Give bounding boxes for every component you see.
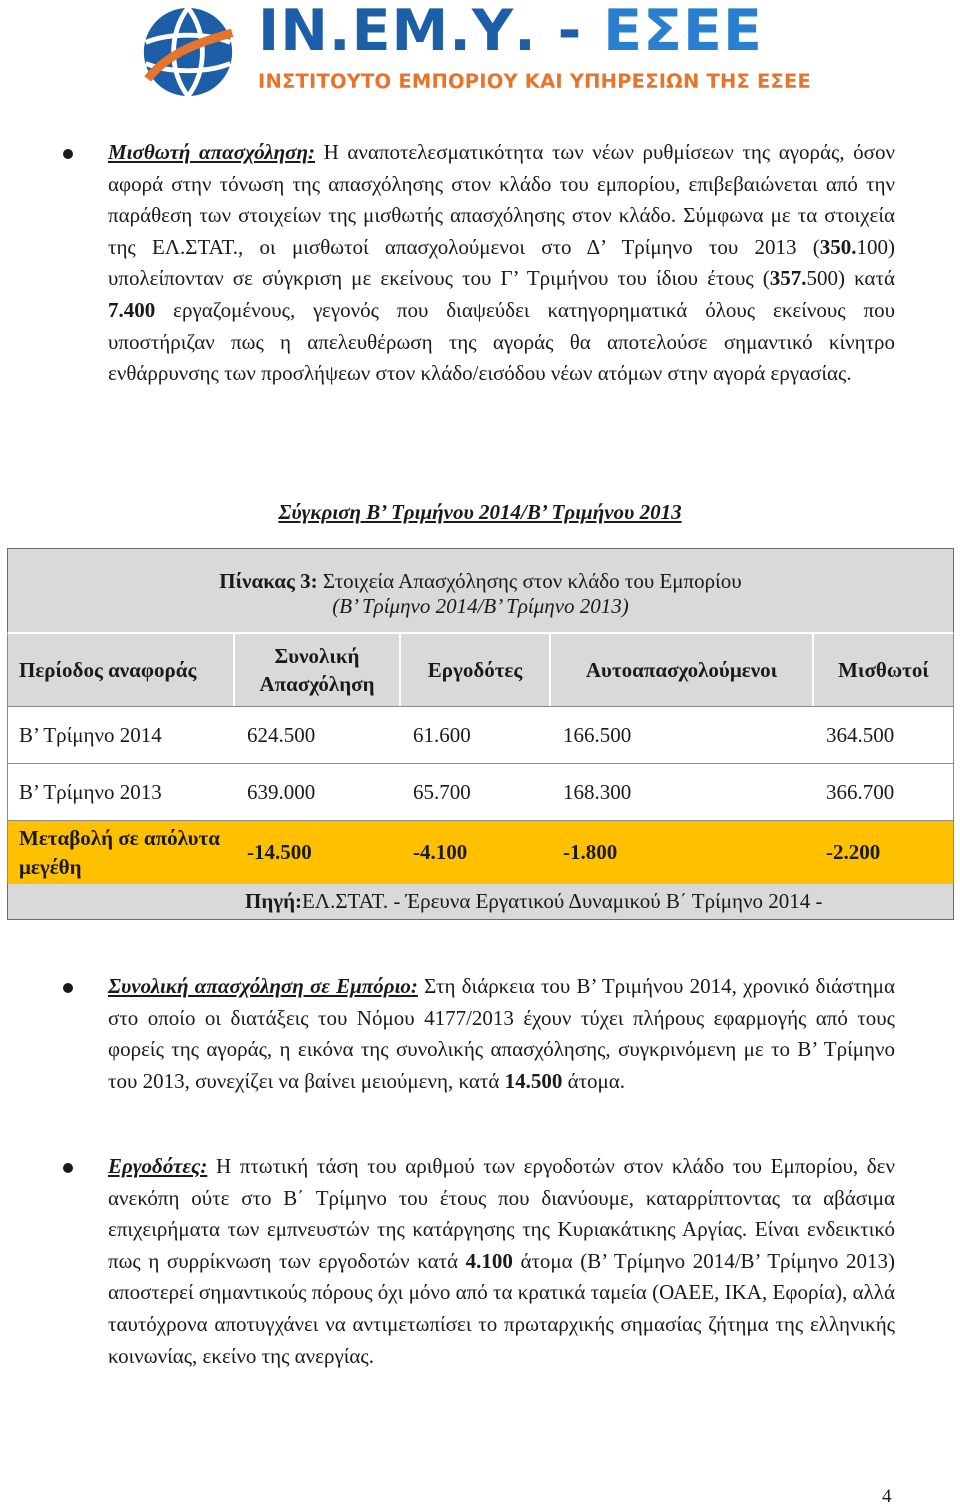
header-period: Περίοδος αναφοράς	[7, 634, 235, 706]
header-total-employment: Συνολική Απασχόληση	[235, 634, 401, 706]
table-cell-employers: 65.700	[401, 764, 551, 820]
table-cell-total: 639.000	[235, 764, 401, 820]
table-cell-employers: 61.600	[401, 707, 551, 763]
logo-subtitle: ΙΝΣΤΙΤΟΥΤΟ ΕΜΠΟΡΙΟΥ ΚΑΙ ΥΠΗΡΕΣΙΩΝ ΤΗΣ ΕΣΕΕ	[258, 70, 812, 93]
table-cell-period: Β’ Τρίμηνο 2013	[7, 764, 235, 820]
organization-logo	[140, 0, 812, 102]
table-rule	[7, 706, 954, 707]
header-employees: Μισθωτοί	[814, 634, 954, 706]
table-cell-employers-change: -4.100	[401, 821, 551, 884]
table-cell-employees: 366.700	[814, 764, 954, 820]
header-self-employed: Αυτοαπασχολούμενοι	[551, 634, 814, 706]
bullet-icon	[63, 1163, 73, 1173]
header-employers: Εργοδότες	[401, 634, 551, 706]
logo-title: ΙΝ.ΕΜ.Υ. - ΕΣΕΕ	[258, 0, 763, 64]
paragraph-employers: Εργοδότες: Η πτωτική τάση του αριθμού των εργοδοτών στον κλάδο του Εμπορίου, δεν ανεκόπη ούτε στο Β΄ Τρίμηνο του έτους που διανύουμε, καταρρίπτοντας τα αβάσιμα επιχειρήματα των εμπνευστών της κατάργησης της Κυριακάτικης Αργίας. Είναι ενδεικτικό πως η συρρίκνωση των εργοδοτών κατά 4.100 άτομα (Β’ Τρίμηνο 2014/Β’ Τρίμηνο 2013) αποστερεί σημαντικούς πόρους όχι μόνο από τα κρατικά ταμεία (ΟΑΕΕ, ΙΚΑ, Εφορία), αλλά ταυτόχρονα αποτυγχάνει να αντιμετωπίσει το πρωταρχικής σημασίας ζήτημα της ελληνικής κοινωνίας, εκείνο της ανεργίας.	[108, 1154, 895, 1368]
globe-icon	[140, 4, 236, 100]
bullet-icon	[63, 149, 73, 159]
table-rule	[7, 820, 954, 821]
paragraph-total-employment: Συνολική απασχόληση σε Εμπόριο: Στη διάρκεια του Β’ Τριμήνου 2014, χρονικό διάστημα στο οποίο οι διατάξεις του Νόμου 4177/2013 έχουν τύχει πλήρους εφαρμογής από τους φορείς της αγοράς, η εικόνα της συνολικής απασχόλησης, συγκρινόμενη με το Β’ Τρίμηνο του 2013, συνεχίζει να βαίνει μειούμενη, κατά 14.500 άτομα.	[108, 974, 895, 1093]
table-rule	[7, 763, 954, 764]
table-caption: Πίνακας 3: Στοιχεία Απασχόλησης στον κλάδο του Εμπορίου (Β’ Τρίμηνο 2014/Β’ Τρίμηνο 2013)	[7, 548, 954, 634]
table-cell-self-employed: 166.500	[551, 707, 814, 763]
table-cell-total-change: -14.500	[235, 821, 401, 884]
table-cell-change-label: Μεταβολή σε απόλυτα μεγέθη	[7, 821, 235, 884]
table-source: Πηγή: ΕΛ.ΣΤΑΤ. - Έρευνα Εργατικού Δυναμικού Β΄ Τρίμηνο 2014 -	[7, 884, 954, 920]
paragraph-salaried-employment: Μισθωτή απασχόληση: Η αναποτελεσματικότητα των νέων ρυθμίσεων της αγοράς, όσον αφορά στην τόνωση της απασχόλησης στον κλάδο του εμπορίου, επιβεβαιώνεται από την παράθεση των στοιχείων της μισθωτής απασχόλησης στον κλάδο. Σύμφωνα με τα στοιχεία της ΕΛ.ΣΤΑΤ., οι μισθωτοί απασχολούμενοι στο Δ’ Τρίμηνο του 2013 (350.100) υπολείπονταν σε σύγκριση με εκείνους του Γ’ Τριμήνου του ίδιου έτους (357.500) κατά 7.400 εργαζομένους, γεγονός που διαψεύδει κατηγορηματικά όλους εκείνους που υποστήριζαν πως η απελευθέρωση της αγοράς θα αποτελούσε σημαντικό κίνητρο ενθάρρυνσης των προσλήψεων στον κλάδο/εισόδου νέων ατόμων στην αγορά εργασίας.	[108, 140, 895, 386]
section-heading: Σύγκριση Β’ Τριμήνου 2014/Β’ Τριμήνου 2013	[278, 500, 682, 524]
table-cell-self-employed-change: -1.800	[551, 821, 814, 884]
table-rule	[953, 634, 954, 884]
page-number: 4	[882, 1486, 892, 1507]
table-cell-self-employed: 168.300	[551, 764, 814, 820]
table-rule	[7, 634, 8, 884]
bullet-icon	[63, 983, 73, 993]
table-cell-employees-change: -2.200	[814, 821, 954, 884]
table-cell-period: Β’ Τρίμηνο 2014	[7, 707, 235, 763]
employment-table	[7, 548, 954, 920]
table-cell-total: 624.500	[235, 707, 401, 763]
table-cell-employees: 364.500	[814, 707, 954, 763]
